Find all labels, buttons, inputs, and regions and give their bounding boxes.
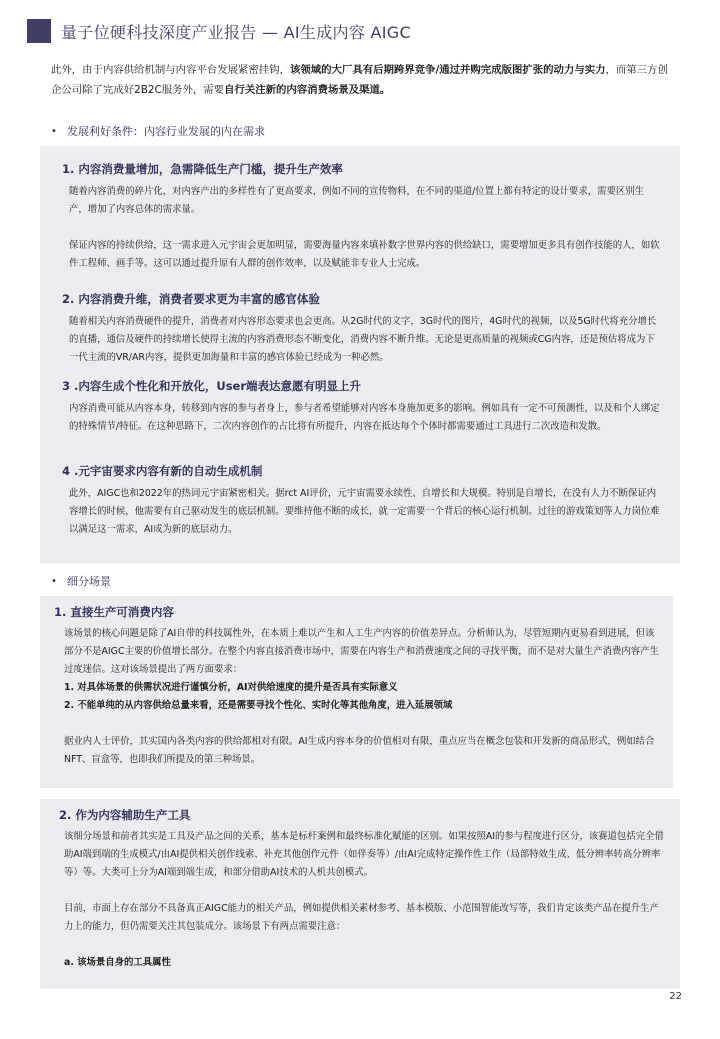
item-paragraph: 该场景的核心问题是除了AI自带的科技属性外，在本质上难以产生和人工生产内容的价值差异点。分析师认为，尽管短期内更易看到进展，但该部分不是AIGC主要的价值增长部分。在整个内容直接消费市场中，需要在内容生产和消费速度之间的寻找平衡，而不是对大量生产消费内容产生过度迷信。这对该场景提出了两方面要求： xyxy=(64,628,659,675)
item-paragraph: 随着内容消费的碎片化，对内容产出的多样性有了更高要求，例如不同的宣传物料，在不同的渠道/位置上都有特定的设计要求，需要区别生产，增加了内容总体的需求量。 xyxy=(69,186,645,215)
item-paragraph: 内容消费可能从内容本身，转移到内容的参与者身上，参与者希望能够对内容本身施加更多的影响。例如具有一定不可预测性，以及和个人绑定的特殊情节/特征。在这种思路下，二次内容创作的占比将有所提升，内容在抵达每个个体时都需要通过工具进行二次改造和发散。 xyxy=(69,403,660,432)
list-item xyxy=(62,377,662,436)
item-paragraph: 保证内容的持续供给，这一需求进入元宇宙会更加明显，需要海量内容来填补数字世界内容的供给缺口，需要增加更多具有创作技能的人，如软件工程师、画手等。这可以通过提升原有人群的创作效率，以及赋能非专业人士完成。 xyxy=(69,240,660,269)
note-line: a. 该场景自身的工具属性 xyxy=(64,957,171,968)
page-number: 22 xyxy=(669,991,682,1002)
item-title: 2. 作为内容辅助生产工具 xyxy=(59,808,191,822)
item-paragraph: 据业内人士评价，其实国内各类内容的供给都相对有限。AI生成内容本身的价值相对有限，重点应当在概念包装和开发新的商品形式，例如结合NFT、盲盒等，也即我们所提及的第三种场景。 xyxy=(64,736,655,765)
item-title: 2. 内容消费升维，消费者要求更为丰富的感官体验 xyxy=(62,292,320,306)
item-body xyxy=(59,828,665,972)
item-title: 3 .内容生成个性化和开放化，User端表达意愿有明显上升 xyxy=(62,379,362,393)
intro-bold-text: 自行关注新的内容消费场景及渠道。 xyxy=(224,84,391,96)
item-title: 1. 直接生产可消费内容 xyxy=(54,605,174,619)
intro-bold-text: 该领域的大厂具有后期跨界竞争/通过并购完成版图扩张的动力与实力 xyxy=(289,64,606,76)
bullet-icon: • xyxy=(51,125,57,137)
intro-text: ，而第三方创企公司除了完成好2B2C服务外，需要 xyxy=(51,64,668,96)
requirement-line: 1. 对具体场景的供需状况进行谨慎分析，AI对供给速度的提升是否具有实际意义 xyxy=(64,682,398,693)
page-header xyxy=(27,17,411,45)
header-square-icon xyxy=(27,19,51,43)
list-item xyxy=(62,160,662,273)
intro-paragraph xyxy=(51,60,671,100)
item-title: 1. 内容消费量增加，急需降低生产门槛，提升生产效率 xyxy=(62,162,343,176)
item-title: 4 .元宇宙要求内容有新的自动生成机制 xyxy=(62,464,263,478)
item-paragraph: 该细分场景和前者其实是工具及产品之间的关系，基本是标杆案例和最终标准化赋能的区别。如果按照AI的参与程度进行区分，该赛道包括完全借助AI端到端的生成模式/由AI提供相关创作线索、补充其他创作元件（如伴奏等）/由AI完成特定操作性工作（局部特效生成、低分辨率转高分辨率等）等。大类可上分为AI端到端生成，和部分借助AI技术的人机共创模式。 xyxy=(64,831,664,878)
item-paragraph: 此外，AIGC也和2022年的热词元宇宙紧密相关。据rct AI评价，元宇宙需要永续性、自增长和大规模。特别是自增长，在没有人力不断保证内容增长的时候，他需要有自己驱动发生的底层机制。要维持他不断的成长，就一定需要一个背后的核心运行机制。过往的游戏策划等人力岗位难以满足这一需求，AI成为新的底层动力。 xyxy=(69,488,660,535)
bullet-icon: • xyxy=(51,575,57,587)
list-item xyxy=(62,290,662,367)
section-heading-text: 细分场景 xyxy=(67,575,111,588)
item-body xyxy=(54,625,660,769)
list-item xyxy=(59,806,665,972)
list-item xyxy=(62,462,662,539)
section-heading xyxy=(51,123,265,139)
section-heading-text: 发展利好条件：内容行业发展的内在需求 xyxy=(67,125,265,138)
list-item xyxy=(54,603,660,769)
item-paragraph: 随着相关内容消费硬件的提升，消费者对内容形态要求也会更高。从2G时代的文字，3G时代的图片，4G时代的视频，以及5G时代将充分增长的直播，通信及硬件的持续增长使得主流的内容消费形态不断变化，消费内容不断升维。无论是更高质量的视频或CG内容，还是预估将成为下一代主流的VR/AR内容，提供更加海量和丰富的感官体验已经成为一种必然。 xyxy=(69,316,657,363)
section-heading xyxy=(51,573,111,589)
requirement-line: 2. 不能单纯的从内容供给总量来看，还是需要寻找个性化、实时化等其他角度，进入延展领域 xyxy=(64,700,453,711)
item-paragraph: 目前，市面上存在部分不具备真正AIGC能力的相关产品，例如提供相关素材参考、基本模版、小范围智能改写等，我们肯定该类产品在提升生产力上的能力，但仍需要关注其包装成分。该场景下有两点需要注意： xyxy=(64,903,659,932)
intro-text: 此外，由于内容供给机制与内容平台发展紧密挂钩， xyxy=(51,64,290,76)
report-title: 量子位硬科技深度产业报告 — AI生成内容 AIGC xyxy=(61,22,411,42)
item-body xyxy=(62,183,662,273)
